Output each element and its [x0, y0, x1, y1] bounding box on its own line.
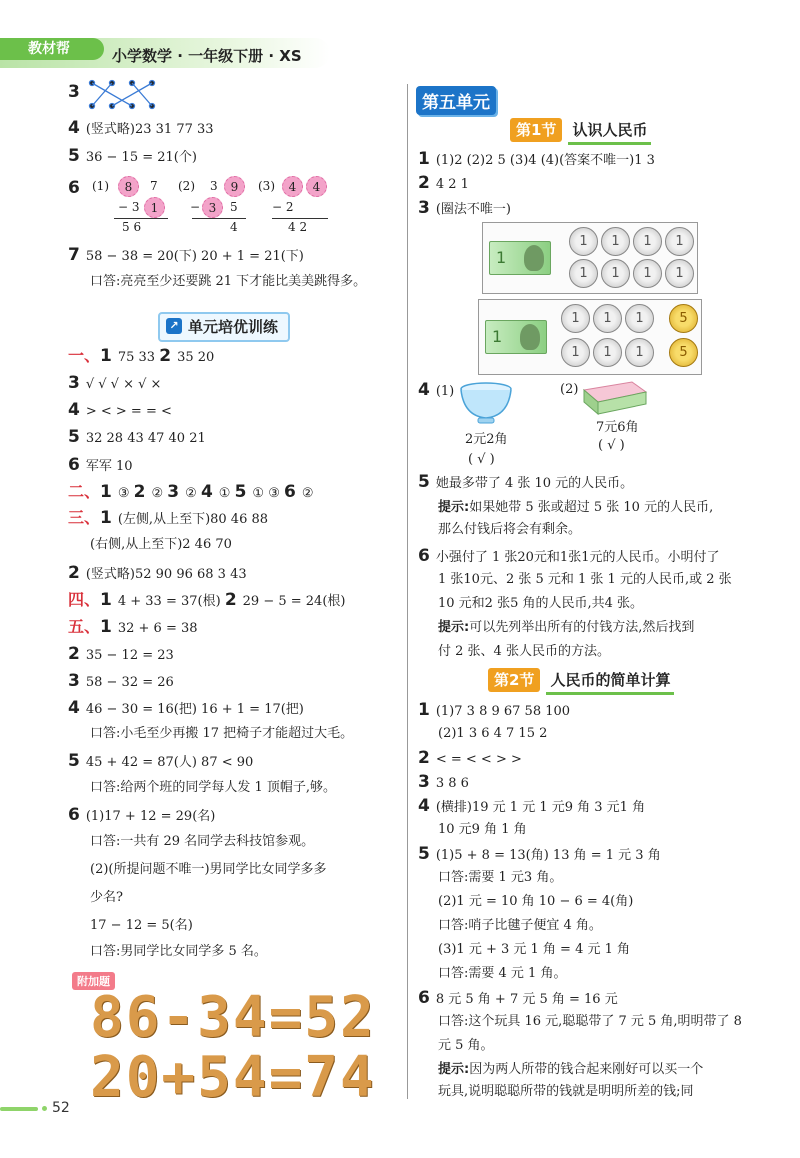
vertical-calc-2: (2) 3 9 − 3 5 4	[178, 176, 268, 236]
answer-line	[68, 508, 268, 530]
question-number: 6	[68, 455, 80, 475]
answer-text: 口答:男同学比女同学多 5 名。	[90, 944, 267, 959]
answer-text: 小强付了 1 张20元和1张1元的人民币。小明付了	[435, 550, 720, 565]
one-yuan-coin: 1	[561, 338, 590, 367]
answer-line	[418, 546, 719, 568]
question-number: 2	[159, 346, 172, 366]
question-number: 1	[418, 700, 430, 720]
answer-line	[418, 844, 661, 866]
section-marker: 五、	[68, 617, 101, 636]
flower-digit: 8	[118, 176, 139, 197]
question-number: 3	[68, 671, 80, 691]
answer-text: 口答:小毛至少再搬 17 把椅子才能超过大毛。	[90, 726, 354, 741]
bowl-check: ( √ )	[468, 452, 495, 467]
money-group-1	[482, 222, 698, 294]
answer-text: 35 − 12 = 23	[85, 648, 174, 663]
question-number: 5	[68, 427, 80, 447]
answer-text: 口答:需要 1 元3 角。	[438, 870, 563, 885]
question-number: 5	[418, 844, 430, 864]
matching-lines	[88, 78, 168, 112]
extra-question-tag: 附加题	[72, 972, 115, 990]
one-yuan-bill: 1	[485, 320, 547, 354]
answer-line	[90, 724, 353, 744]
answer-line	[68, 644, 174, 666]
answer-line: 5 36 − 15 = 21(个)	[68, 146, 197, 166]
answer-line	[438, 1036, 494, 1056]
footer-bar	[0, 1107, 38, 1111]
answer-text: 玩具,说明聪聪所带的钱就是明明所差的钱;同	[438, 1084, 694, 1099]
answer-line	[90, 860, 327, 880]
answer-line	[438, 594, 643, 614]
answer-line	[90, 778, 336, 798]
answer-text: ③	[117, 486, 134, 501]
answer-text: 32 28 43 47 40 21	[85, 431, 206, 446]
answer-text: 可以先列举出所有的付钱方法,然后找到	[469, 620, 695, 635]
question-number: 3	[68, 373, 80, 393]
one-yuan-coin: 1	[633, 259, 662, 288]
answer-text: 口答:一共有 29 名同学去科技馆参观。	[90, 834, 315, 849]
question-number: 1	[100, 508, 112, 528]
answer-text: ②	[301, 486, 314, 501]
page-number: 52	[52, 1100, 70, 1116]
header-tag: 教材帮	[0, 38, 104, 60]
answer-line: 3	[68, 82, 80, 102]
chart-icon: ↗	[166, 318, 182, 334]
answer-line	[438, 940, 630, 960]
answer-text: (2)1 元 = 10 角 10 − 6 = 4(角)	[438, 894, 634, 909]
answer-text: 付 2 张、4 张人民币的方法。	[438, 644, 610, 659]
box-check: ( √ )	[598, 438, 625, 453]
flower-digit: 1	[144, 197, 165, 218]
answer-text: 3 8 6	[435, 776, 469, 791]
answer-text: 4 + 33 = 37(根)	[117, 594, 225, 609]
answer-line	[438, 892, 633, 912]
answer-line	[90, 832, 314, 852]
question-number: 6	[418, 988, 430, 1008]
answer-text: (竖式略)52 90 96 68 3 43	[85, 567, 247, 582]
hint-label: 提示:	[438, 500, 470, 515]
answer-text: > < > = = <	[85, 404, 172, 419]
answer-line	[68, 400, 172, 422]
answer-text: ②	[185, 486, 201, 501]
answer-line	[68, 427, 206, 449]
section-1-title: 第1节 认识人民币	[510, 118, 651, 142]
question-number: 3	[418, 772, 430, 792]
answer-line	[90, 916, 193, 936]
answer-text: 口答:需要 4 元 1 角。	[438, 966, 567, 981]
answer-text: 8 元 5 角 + 7 元 5 角 = 16 元	[435, 992, 618, 1007]
answer-text: (2)1 3 6 4 7 15 2	[438, 726, 548, 741]
answer-line	[68, 482, 314, 504]
answer-text: < = < < > >	[435, 752, 522, 767]
question-number: 5	[418, 472, 430, 492]
answer-line	[438, 618, 694, 638]
answer-text: (右侧,从上至下)2 46 70	[90, 537, 232, 552]
section-2-title: 第2节 人民币的简单计算	[488, 668, 674, 692]
answer-text: (1)5 + 8 = 13(角) 13 角 = 1 元 3 角	[435, 848, 661, 863]
answer-line	[68, 455, 133, 477]
answer-line	[418, 700, 570, 722]
question-number: 4	[68, 698, 80, 718]
answer-line	[68, 590, 345, 612]
matchstick-equation-2: 20+54=74	[90, 1045, 376, 1110]
bowl-price: 2元2角	[465, 432, 508, 447]
box-price: 7元6角	[596, 420, 639, 435]
answer-text: 58 − 32 = 26	[85, 675, 174, 690]
answer-text: 口答:这个玩具 16 元,聪聪带了 7 元 5 角,明明带了 8	[438, 1014, 742, 1029]
section-title-training: ↗ 单元培优训练	[158, 312, 290, 342]
footer-dot	[42, 1106, 47, 1111]
answer-label: (2)	[560, 382, 579, 397]
one-yuan-coin: 1	[665, 227, 694, 256]
answer-line	[68, 805, 215, 827]
answer-line	[438, 498, 713, 518]
answer-text: 那么付钱后将会有剩余。	[438, 522, 582, 537]
one-yuan-coin: 1	[601, 227, 630, 256]
answer-text: (2)(所提问题不唯一)男同学比女同学多多	[90, 862, 327, 877]
question-number: 2	[418, 748, 430, 768]
answer-line	[438, 1012, 742, 1032]
question-number: 1	[100, 590, 112, 610]
answer-text: (3)1 元 + 3 元 1 角 = 4 元 1 角	[438, 942, 631, 957]
question-number: 6	[284, 482, 296, 502]
one-yuan-coin: 1	[569, 259, 598, 288]
answer-line	[418, 772, 469, 794]
flower-digit: 9	[224, 176, 245, 197]
header-title: 小学数学 · 一年级下册 · XS	[112, 47, 302, 65]
answer-line: 7 58 − 38 = 20(下) 20 + 1 = 21(下)	[68, 245, 304, 265]
answer-text: ①	[218, 486, 235, 501]
one-yuan-coin: 1	[593, 338, 622, 367]
answer-line	[438, 724, 547, 744]
section-marker: 四、	[68, 590, 101, 609]
answer-line: 4 (1)	[418, 380, 455, 400]
one-yuan-coin: 1	[593, 304, 622, 333]
question-number: 2	[68, 563, 80, 583]
answer-text: 因为两人所带的钱合起来刚好可以买一个	[469, 1062, 704, 1077]
answer-line	[438, 520, 581, 540]
answer-line	[418, 472, 633, 494]
answer-text: 17 − 12 = 5(名)	[90, 918, 193, 933]
flower-digit: 4	[282, 176, 303, 197]
question-number: 6	[68, 805, 80, 825]
question-number: 5	[234, 482, 247, 502]
answer-text: 10 元9 角 1 角	[438, 822, 527, 837]
answer-line: 6	[68, 178, 80, 198]
answer-line	[418, 796, 645, 818]
answer-line	[438, 964, 566, 984]
answer-line	[90, 942, 267, 962]
answer-line	[438, 642, 610, 662]
answer-text: 45 + 42 = 87(人) 87 < 90	[85, 755, 254, 770]
answer-line	[438, 570, 732, 590]
answer-text: 她最多带了 4 张 10 元的人民币。	[435, 476, 634, 491]
bowl-icon	[458, 382, 514, 426]
one-yuan-coin: 1	[625, 304, 654, 333]
hint-label: 提示:	[438, 1062, 470, 1077]
section-marker: 三、	[68, 508, 101, 527]
vertical-calc-1: (1) 8 7 − 3 1 5 6	[92, 176, 182, 236]
answer-line	[68, 346, 214, 368]
answer-text: (左侧,从上至下)80 46 88	[117, 512, 269, 527]
question-number: 3	[167, 482, 180, 502]
answer-text: 少名?	[90, 890, 123, 905]
question-number: 1	[100, 346, 112, 366]
question-number: 6	[418, 546, 430, 566]
five-jiao-coin: 5	[669, 338, 698, 367]
answer-text: 元 5 角。	[438, 1038, 494, 1053]
section-marker: 二、	[68, 482, 101, 501]
pencil-box-icon	[580, 378, 650, 418]
answer-text: √ √ √ × √ ×	[85, 377, 162, 392]
answer-text: 军军 10	[85, 459, 133, 474]
question-number: 2	[224, 590, 237, 610]
flower-digit: 3	[202, 197, 223, 218]
vertical-calc-3: (3) 4 4 − 2 4 2	[258, 176, 348, 236]
one-yuan-coin: 1	[633, 227, 662, 256]
question-number: 2	[133, 482, 146, 502]
column-divider	[407, 84, 408, 1099]
section-marker: 一、	[68, 346, 101, 365]
answer-line	[68, 617, 198, 639]
money-group-2	[478, 299, 702, 375]
answer-text: (1)17 + 12 = 29(名)	[85, 809, 216, 824]
answer-line	[90, 535, 232, 555]
one-yuan-coin: 1	[625, 338, 654, 367]
one-yuan-coin: 1	[665, 259, 694, 288]
question-number: 1	[100, 617, 112, 637]
hint-label: 提示:	[438, 620, 470, 635]
one-yuan-bill: 1	[489, 241, 551, 275]
answer-text: 口答:给两个班的同学每人发 1 顶帽子,够。	[90, 780, 337, 795]
question-number: 4	[418, 796, 430, 816]
answer-line	[68, 373, 161, 395]
question-number: 5	[68, 751, 80, 771]
answer-text: (横排)19 元 1 元 1 元9 角 3 元1 角	[435, 800, 646, 815]
answer-line	[90, 888, 123, 908]
five-jiao-coin: 5	[669, 304, 698, 333]
answer-text: 10 元和2 张5 角的人民币,共4 张。	[438, 596, 644, 611]
flower-digit: 4	[306, 176, 327, 197]
answer-line	[438, 1082, 694, 1102]
answer-line	[438, 1060, 703, 1080]
answer-line	[418, 988, 618, 1010]
answer-line	[418, 748, 522, 770]
one-yuan-coin: 1	[561, 304, 590, 333]
page-header	[0, 38, 330, 68]
one-yuan-coin: 1	[601, 259, 630, 288]
answer-text: 75 33	[117, 350, 160, 365]
answer-line	[438, 820, 527, 840]
answer-line: 1 (1)2 (2)2 5 (3)4 (4)(答案不唯一)1 3	[418, 149, 655, 169]
answer-text: 口答:哨子比毽子便宜 4 角。	[438, 918, 602, 933]
matchstick-equation-1: 86-34=52	[90, 985, 376, 1050]
answer-text: ②	[151, 486, 168, 501]
answer-line	[68, 563, 247, 585]
answer-line: 口答:亮亮至少还要跳 21 下才能比美美跳得多。	[90, 274, 367, 289]
question-number: 4	[68, 400, 80, 420]
answer-line	[438, 868, 562, 888]
answer-text: 32 + 6 = 38	[117, 621, 198, 636]
answer-line	[68, 751, 253, 773]
answer-text: 35 20	[177, 350, 215, 365]
answer-text: 如果她带 5 张或超过 5 张 10 元的人民币,	[469, 500, 714, 515]
one-yuan-coin: 1	[569, 227, 598, 256]
question-number: 1	[100, 482, 112, 502]
answer-line	[438, 916, 602, 936]
answer-text: 29 − 5 = 24(根)	[242, 594, 346, 609]
unit-title: 第五单元	[416, 86, 496, 115]
question-number: 4	[200, 482, 213, 502]
answer-text: 1 张10元、2 张 5 元和 1 张 1 元的人民币,或 2 张	[438, 572, 732, 587]
answer-line	[68, 671, 174, 693]
answer-line: 3 (圈法不唯一)	[418, 198, 511, 218]
answer-line: 2 4 2 1	[418, 173, 469, 193]
answer-text: (1)7 3 8 9 67 58 100	[435, 704, 571, 719]
question-number: 2	[68, 644, 80, 664]
answer-line	[68, 698, 304, 720]
answer-text: 46 − 30 = 16(把) 16 + 1 = 17(把)	[85, 702, 304, 717]
answer-line: 4 (竖式略)23 31 77 33	[68, 118, 214, 138]
answer-text: ① ③	[252, 486, 284, 501]
